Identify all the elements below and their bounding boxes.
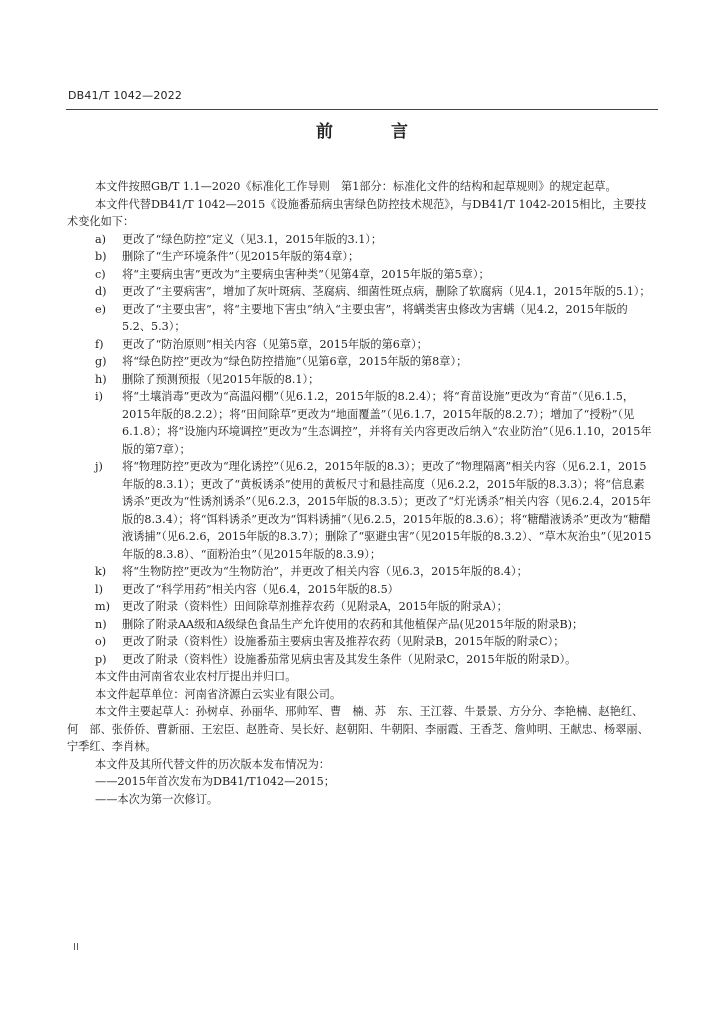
list-item: [95, 458, 654, 563]
list-item: [95, 616, 654, 634]
list-item-text: 更改了附录（资料性）设施番茄常见病虫害及其发生条件（见附录C，2015年版的附录D）。: [122, 652, 577, 666]
list-item-label: p): [95, 652, 107, 666]
standard-code: DB41/T 1042—2022: [68, 89, 183, 102]
list-item: [95, 633, 654, 651]
list-item: [95, 266, 654, 284]
list-item-label: n): [95, 617, 107, 631]
list-item-label: m): [95, 600, 110, 613]
list-item-text: 更改了“主要病害”，增加了灰叶斑病、茎腐病、细菌性斑点病，删除了软腐病（见4.1，2015年版的5.1）；: [122, 285, 651, 298]
drafting-unit-line: 本文件起草单位：河南省济源白云实业有限公司。: [95, 687, 342, 701]
list-item-text: 更改了“主要虫害”，将“主要地下害虫”纳入“主要虫害”，将螨类害虫修改为害螨（见4.2，2015年版的5.2、5.3）；: [122, 302, 628, 333]
list-item-text: 更改了“科学用药”相关内容（见6.4，2015年版的8.5）: [122, 582, 399, 596]
list-item-label: o): [95, 635, 107, 648]
page-title: 前 言: [316, 122, 434, 142]
list-item: [95, 301, 654, 336]
intro-paragraph: 本文件按照GB/T 1.1—2020《标准化工作导则 第1部分：标准化文件的结构和起草规则》的规定起草。: [95, 180, 617, 193]
list-item-text: 将“物理防控”更改为“理化诱控”（见6.2，2015年版的8.3）；更改了“物理隔离”相关内容（见6.2.1，2015年版的8.3.1）；更改了“黄板诱杀”使用的黄板尺寸和悬挂高度（见6.2.2，2015年版的8.3.3）；将“信息素诱杀”更改为“性诱剂诱杀”（见6.2.3，2015年版的8.3.5）；更改了“灯光诱杀”相关内容（见6.2.4，2015年版的8.3.4）；将“饵料诱杀”更改为“饵料诱捕”（见6.2.5，2015年版的8.3.6）；将“糖醋液诱杀”更改为“糖醋液诱捕”（见6.2.6，2015年版的8.3.7）；删除了“驱避虫害”（见2015年版的8.3.2）、“草木灰治虫”（见2015年版的8.3.8）、“面粉治虫”（见2015年版的8.3.9）；: [122, 460, 652, 561]
list-item: [95, 371, 654, 389]
list-item-text: 将“土壤消毒”更改为“高温闷棚”（见6.1.2，2015年版的8.2.4）；将“育苗设施”更改为“育苗”（见6.1.5，2015年版的8.2.2）；将“田间除草”更改为“地面覆盖”（见6.1.7，2015年版的8.2.7）；增加了“授粉”（见6.1.8）；将“设施内环境调控”更改为“生态调控”，并将有关内容更改后纳入“农业防治”（见6.1.10，2015年版的第7章）；: [122, 390, 652, 456]
list-item-text: 将“生物防控”更改为“生物防治”，并更改了相关内容（见6.3，2015年版的8.4）；: [122, 565, 528, 578]
list-item-text: 更改了“防治原则”相关内容（见第5章，2015年版的第6章）；: [122, 337, 428, 351]
list-item-text: 更改了附录（资料性）田间除草剂推荐农药（见附录A，2015年版的附录A）；: [122, 600, 508, 613]
proposer-line: 本文件由河南省农业农村厅提出并归口。: [95, 670, 297, 683]
list-item-text: 更改了附录（资料性）设施番茄主要病虫害及推荐农药（见附录B，2015年版的附录C）；: [122, 635, 565, 648]
page-number: II: [73, 942, 79, 953]
version-history-intro: 本文件及其所代替文件的历次版本发布情况为：: [95, 757, 330, 771]
list-item: [95, 353, 654, 371]
list-item-text: 删除了预测预报（见2015年版的8.1）；: [122, 372, 320, 386]
list-item: [95, 598, 654, 616]
list-item-label: j): [95, 460, 103, 473]
list-item-label: d): [95, 285, 107, 298]
foreword-body: [67, 178, 654, 808]
list-item-label: i): [95, 390, 103, 403]
list-item: [95, 563, 654, 581]
list-item: [95, 651, 654, 669]
list-item-label: c): [95, 267, 106, 281]
list-item: [95, 581, 654, 599]
list-item-label: k): [95, 565, 107, 578]
list-item-label: g): [95, 355, 107, 368]
list-item: [95, 336, 654, 354]
list-item-label: e): [95, 302, 106, 316]
list-item-text: 将“绿色防控”更改为“绿色防控措施”（见第6章，2015年版的第8章）；: [122, 355, 468, 368]
list-item-label: h): [95, 372, 107, 386]
list-item-label: b): [95, 250, 107, 263]
list-item-label: f): [95, 337, 104, 351]
list-item-label: l): [95, 582, 103, 596]
list-item: [95, 388, 654, 458]
list-item-text: 更改了“绿色防控”定义（见3.1，2015年版的3.1）；: [122, 232, 383, 246]
version-history-item: ——2015年首次发布为DB41/T1042—2015；: [95, 775, 335, 788]
list-item-text: 删除了附录AA级和A级绿色食品生产允许使用的农药和其他植保产品(见2015年版的附录B)；: [122, 617, 584, 631]
changes-list: [95, 231, 654, 669]
list-item-text: 删除了“生产环境条件”（见2015年版的第4章）；: [122, 250, 360, 263]
list-item-label: a): [95, 232, 107, 246]
list-item: [95, 231, 654, 249]
list-item: [95, 248, 654, 266]
intro-paragraph: 本文件代替DB41/T 1042—2015《设施番茄病虫害绿色防控技术规范》，与DB41/T 1042-2015相比，主要技术变化如下：: [67, 197, 647, 228]
list-item: [95, 283, 654, 301]
header-rule: [66, 109, 658, 110]
drafters-line: 本文件主要起草人：孙树卓、孙丽华、邢帅军、曹 楠、苏 东、王江蓉、牛景景、方分分、李艳楠、赵艳红、何 部、张侨侨、曹新丽、王宏臣、赵胜奇、吴长好、赵朝阳、牛朝阳、李丽霞、王香芝、詹帅明、王献忠、杨翠丽、宁季红、李肖林。: [67, 705, 649, 753]
list-item-text: 将“主要病虫害”更改为“主要病虫害种类”（见第4章，2015年版的第5章）；: [122, 267, 490, 281]
version-history-item: ——本次为第一次修订。: [95, 792, 219, 806]
